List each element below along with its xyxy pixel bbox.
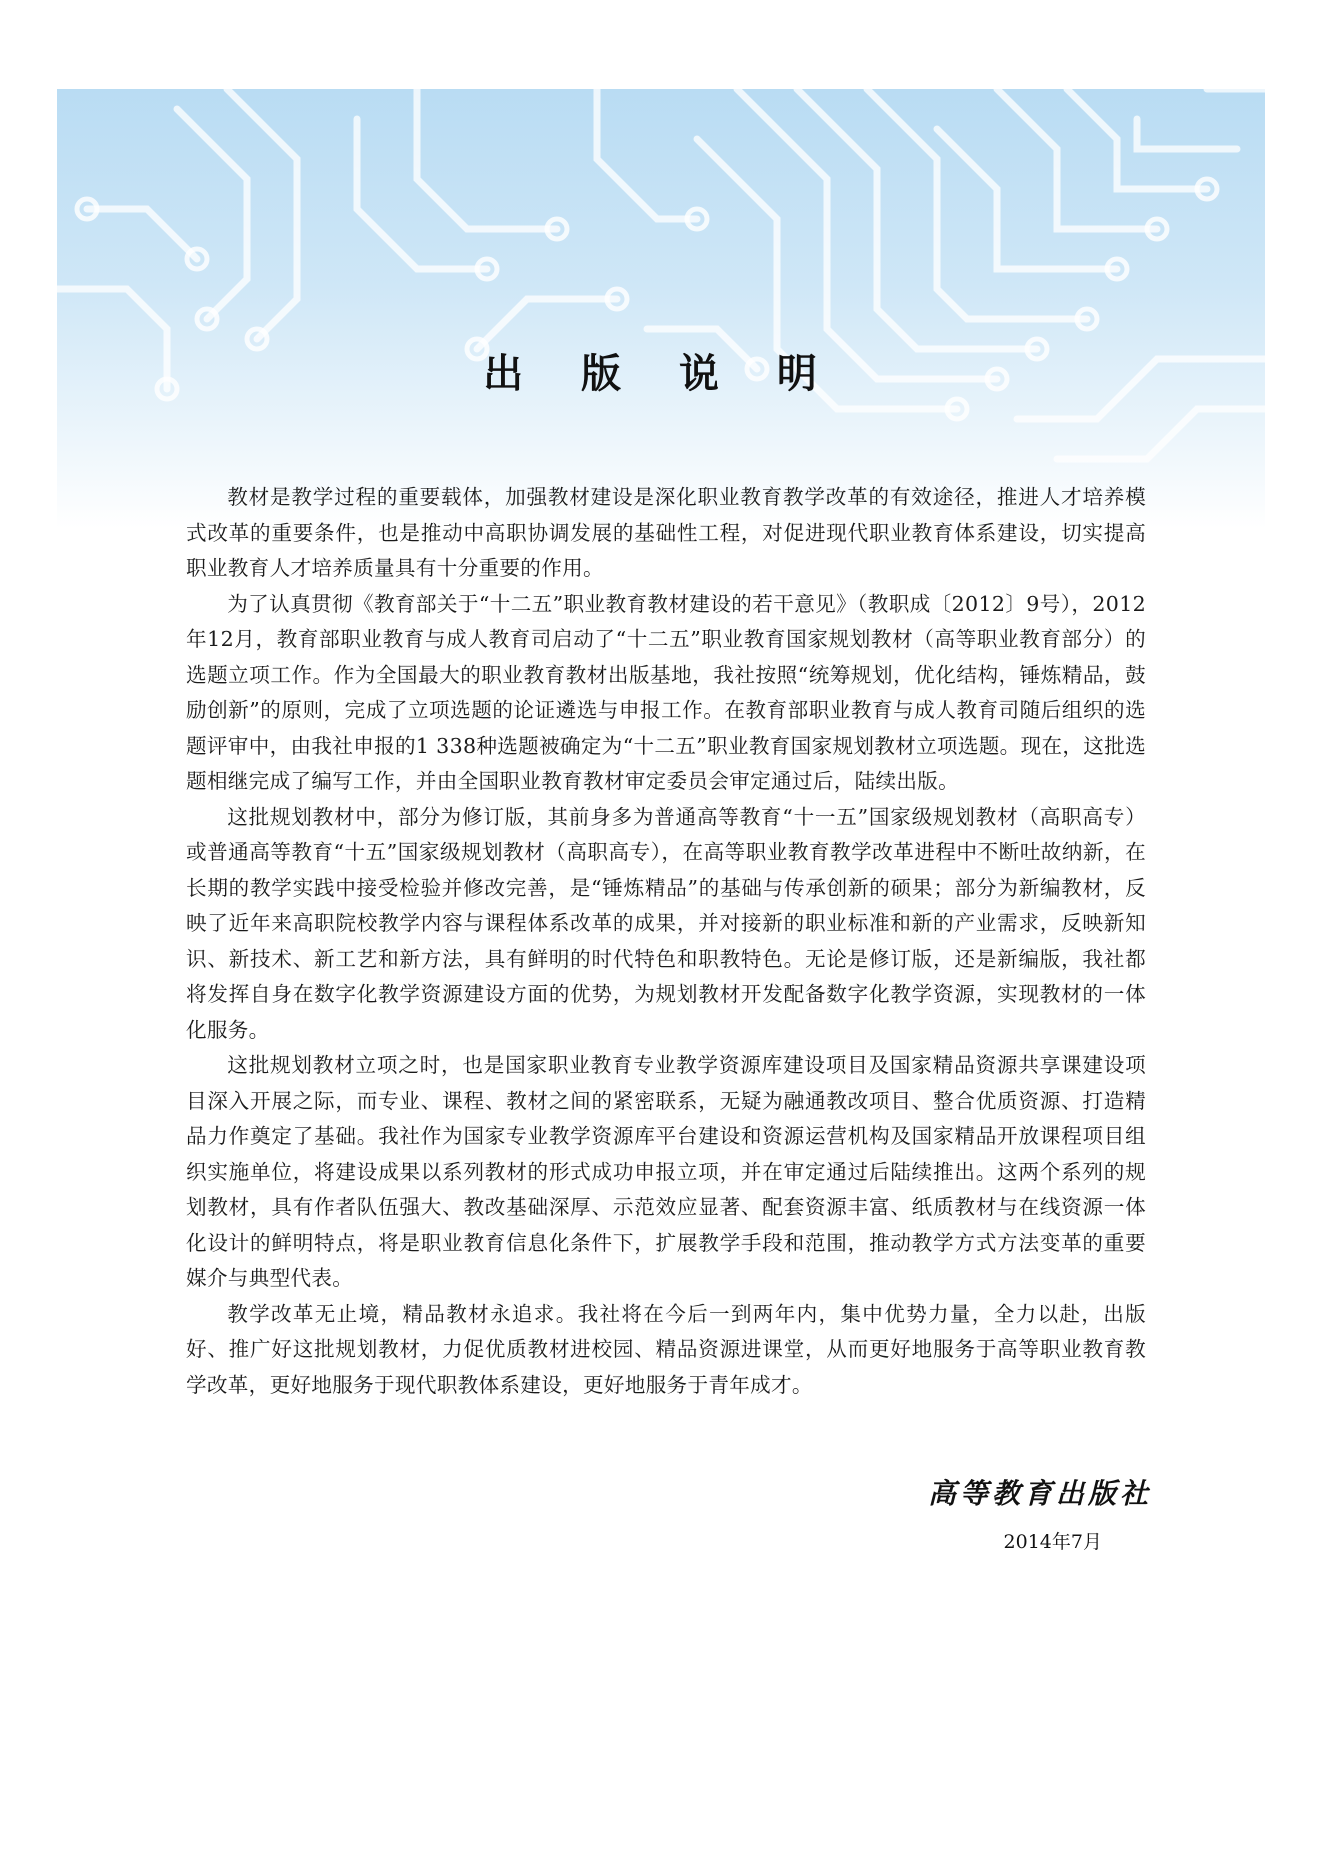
paragraph-5: 教学改革无止境，精品教材永追求。我社将在今后一到两年内，集中优势力量，全力以赴，出版好、推广好这批规划教材，力促优质教材进校园、精品资源进课堂，从而更好地服务于高等职业教育教学改革，更好地服务于现代职教体系建设，更好地服务于青年成才。 — [186, 1301, 1146, 1397]
paragraph-1: 教材是教学过程的重要载体，加强教材建设是深化职业教育教学改革的有效途径，推进人才培养模式改革的重要条件，也是推动中高职协调发展的基础性工程，对促进现代职业教育体系建设，切实提高职业教育人才培养质量具有十分重要的作用。 — [186, 485, 1146, 580]
paragraph-2: 为了认真贯彻《教育部关于“十二五”职业教育教材建设的若干意见》（教职成〔2012〕9号），2012年12月，教育部职业教育与成人教育司启动了“十二五”职业教育国家规划教材（高等职业教育部分）的选题立项工作。作为全国最大的职业教育教材出版基地，我社按照“统筹规划，优化结构，锤炼精品，鼓励创新”的原则，完成了立项选题的论证遴选与申报工作。在教育部职业教育与成人教育司随后组织的选题评审中，由我社申报的1 338种选题被确定为“十二五”职业教育国家规划教材立项选题。现在，这批选题相继完成了编写工作，并由全国职业教育教材审定委员会审定通过后，陆续出版。 — [186, 591, 1146, 793]
circuit-header-banner — [57, 89, 1265, 529]
publisher-signature: 高等教育出版社 — [927, 1477, 1152, 1510]
paragraph-3: 这批规划教材中，部分为修订版，其前身多为普通高等教育“十一五”国家级规划教材（高职高专）或普通高等教育“十五”国家级规划教材（高职高专），在高等职业教育教学改革进程中不断吐故纳新，在长期的教学实践中接受检验并修改完善，是“锤炼精品”的基础与传承创新的硕果；部分为新编教材，反映了近年来高职院校教学内容与课程体系改革的成果，并对接新的职业标准和新的产业需求，反映新知识、新技术、新工艺和新方法，具有鲜明的时代特色和职教特色。无论是修订版，还是新编版，我社都将发挥自身在数字化教学资源建设方面的优势，为规划教材开发配备数字化教学资源，实现教材的一体化服务。 — [186, 804, 1146, 1042]
paragraph-4: 这批规划教材立项之时，也是国家职业教育专业教学资源库建设项目及国家精品资源共享课建设项目深入开展之际，而专业、课程、教材之间的紧密联系，无疑为融通教改项目、整合优质资源、打造精品力作奠定了基础。我社作为国家专业教学资源库平台建设和资源运营机构及国家精品开放课程项目组织实施单位，将建设成果以系列教材的形式成功申报立项，并在审定通过后陆续推出。这两个系列的规划教材，具有作者队伍强大、教改基础深厚、示范效应显著、配套资源丰富、纸质教材与在线资源一体化设计的鲜明特点，将是职业教育信息化条件下，扩展教学手段和范围，推动教学方式方法变革的重要媒介与典型代表。 — [186, 1053, 1146, 1290]
publication-date: 2014年7月 — [1003, 1531, 1102, 1553]
circuit-pattern-graphic — [57, 89, 1265, 529]
page-title: 出 版 说 明 — [483, 351, 839, 397]
publication-notes-body — [186, 480, 1146, 1403]
